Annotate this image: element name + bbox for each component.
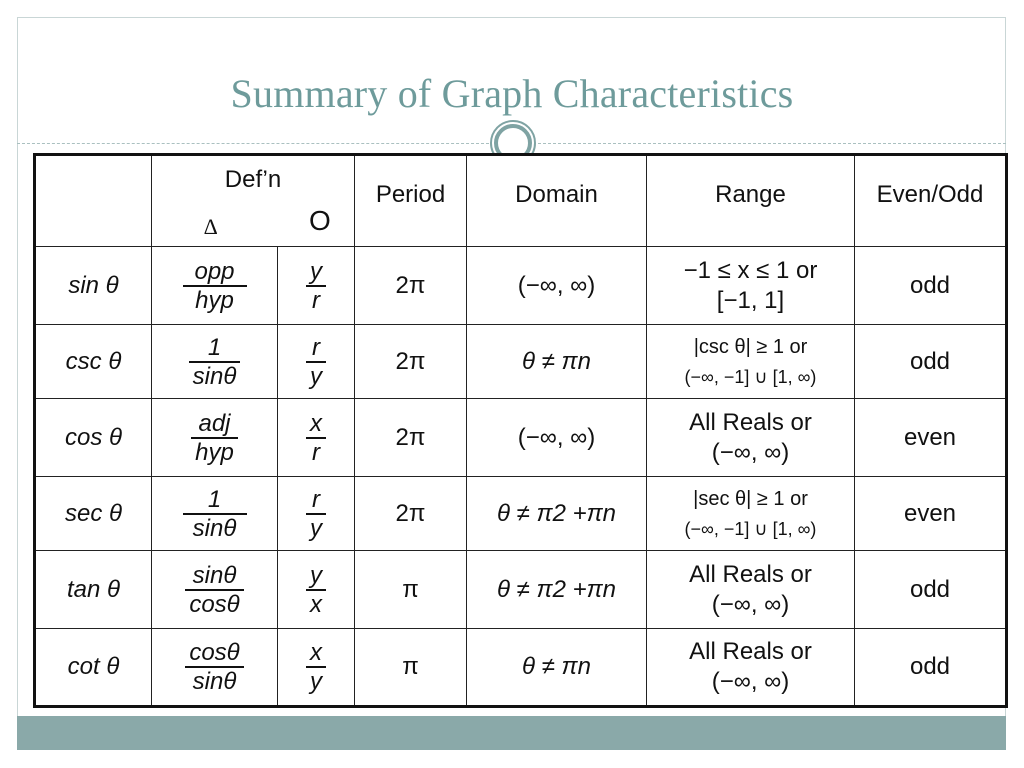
function-name: csc θ: [35, 325, 152, 399]
range-cell: [647, 247, 855, 325]
fraction-numerator: adj: [191, 410, 238, 439]
circle-defn-cell: [278, 325, 355, 399]
fraction-numerator: opp: [183, 258, 247, 287]
header-period: Period: [375, 181, 446, 208]
header-range-cell: [647, 155, 855, 247]
fraction-denominator: x: [310, 590, 322, 618]
header-even-odd: Even/Odd: [876, 181, 984, 208]
parity-value: odd: [855, 325, 1007, 399]
parity-value: even: [855, 399, 1007, 477]
fraction-numerator: y: [306, 258, 326, 287]
triangle-fraction: [191, 410, 238, 466]
function-name: tan θ: [35, 551, 152, 629]
circle-defn-cell: [278, 551, 355, 629]
fraction-denominator: hyp: [195, 438, 234, 466]
circle-fraction: [306, 639, 326, 695]
circle-icon: O: [309, 205, 331, 236]
fraction-denominator: cosθ: [189, 590, 240, 618]
circle-fraction: [306, 486, 326, 542]
triangle-fraction: [183, 258, 247, 314]
circle-defn-cell: [278, 247, 355, 325]
domain-value: θ ≠ π2 +πn: [467, 477, 647, 551]
range-line-1: −1 ≤ x ≤ 1 or: [683, 256, 818, 284]
fraction-denominator: hyp: [195, 286, 234, 314]
table-row: [35, 325, 1007, 399]
domain-value: θ ≠ πn: [467, 325, 647, 399]
function-name: cos θ: [35, 399, 152, 477]
fraction-numerator: sinθ: [185, 562, 243, 591]
header-defn-cell: [152, 155, 355, 247]
circle-defn-cell: [278, 477, 355, 551]
triangle-defn-cell: [152, 477, 278, 551]
fraction-numerator: 1: [183, 486, 247, 515]
fraction-denominator: sinθ: [192, 668, 237, 695]
range-line-1: All Reals or: [689, 638, 812, 665]
parity-value: odd: [855, 551, 1007, 629]
circle-defn-cell: [278, 629, 355, 707]
table-row: [35, 477, 1007, 551]
triangle-fraction: [185, 639, 243, 695]
fraction-numerator: x: [306, 639, 326, 668]
table-row: [35, 247, 1007, 325]
triangle-fraction: [189, 334, 241, 390]
slide-title: Summary of Graph Characteristics: [230, 71, 794, 116]
fraction-numerator: r: [306, 486, 326, 515]
triangle-defn-cell: [152, 399, 278, 477]
fraction-denominator: y: [310, 514, 322, 542]
function-name: sin θ: [35, 247, 152, 325]
period-value: π: [355, 551, 467, 629]
triangle-defn-cell: [152, 247, 278, 325]
header-period-cell: [355, 155, 467, 247]
fraction-denominator: r: [312, 286, 320, 314]
range-line-2: (−∞, ∞): [711, 438, 790, 466]
range-line-1: All Reals or: [689, 408, 812, 436]
range-line-1: All Reals or: [689, 560, 812, 588]
range-cell: [647, 399, 855, 477]
summary-table: [33, 153, 1008, 708]
fraction-numerator: y: [306, 562, 326, 591]
triangle-defn-cell: [152, 629, 278, 707]
title-divider-right: [538, 143, 1006, 144]
range-line-2: (−∞, −1] ∪ [1, ∞): [684, 518, 817, 539]
function-name: sec θ: [35, 477, 152, 551]
header-defn: Def’n: [224, 166, 282, 193]
header-row: [35, 155, 1007, 247]
domain-value: (−∞, ∞): [467, 247, 647, 325]
fraction-denominator: y: [310, 668, 322, 695]
fraction-denominator: sinθ: [192, 514, 237, 542]
header-domain: Domain: [515, 181, 598, 208]
range-cell: [647, 477, 855, 551]
parity-value: even: [855, 477, 1007, 551]
table-row: [35, 551, 1007, 629]
circle-fraction: [306, 562, 326, 618]
period-value: 2π: [355, 477, 467, 551]
fraction-numerator: 1: [189, 334, 241, 363]
function-name: cot θ: [35, 629, 152, 707]
range-line-1: |csc θ| ≥ 1 or: [693, 335, 808, 358]
parity-value: odd: [855, 629, 1007, 707]
triangle-fraction: [185, 562, 243, 618]
header-blank-cell: [35, 155, 152, 247]
triangle-fraction: [183, 486, 247, 542]
header-evenodd-cell: [855, 155, 1007, 247]
fraction-numerator: cosθ: [185, 639, 243, 668]
range-line-2: (−∞, −1] ∪ [1, ∞): [684, 366, 817, 387]
header-domain-cell: [467, 155, 647, 247]
range-line-1: |sec θ| ≥ 1 or: [693, 487, 808, 510]
range-cell: [647, 629, 855, 707]
domain-value: θ ≠ πn: [467, 629, 647, 707]
domain-value: θ ≠ π2 +πn: [467, 551, 647, 629]
range-line-2: (−∞, ∞): [711, 668, 790, 695]
footer-band: [17, 716, 1006, 750]
header-range: Range: [715, 181, 786, 208]
domain-value: (−∞, ∞): [467, 399, 647, 477]
range-line-2: (−∞, ∞): [711, 590, 790, 618]
fraction-denominator: r: [312, 438, 320, 466]
title-divider-left: [17, 143, 489, 144]
fraction-denominator: sinθ: [192, 362, 237, 390]
parity-value: odd: [855, 247, 1007, 325]
circle-fraction: [306, 410, 326, 466]
range-line-2: [−1, 1]: [716, 286, 785, 314]
period-value: 2π: [355, 247, 467, 325]
period-value: 2π: [355, 325, 467, 399]
triangle-defn-cell: [152, 325, 278, 399]
triangle-icon: ∆: [204, 214, 218, 239]
period-value: 2π: [355, 399, 467, 477]
circle-fraction: [306, 334, 326, 390]
range-cell: [647, 325, 855, 399]
circle-fraction: [306, 258, 326, 314]
fraction-numerator: r: [306, 334, 326, 363]
circle-defn-cell: [278, 399, 355, 477]
triangle-defn-cell: [152, 551, 278, 629]
fraction-numerator: x: [306, 410, 326, 439]
table-row: [35, 629, 1007, 707]
period-value: π: [355, 629, 467, 707]
fraction-denominator: y: [310, 362, 322, 390]
range-cell: [647, 551, 855, 629]
table-row: [35, 399, 1007, 477]
